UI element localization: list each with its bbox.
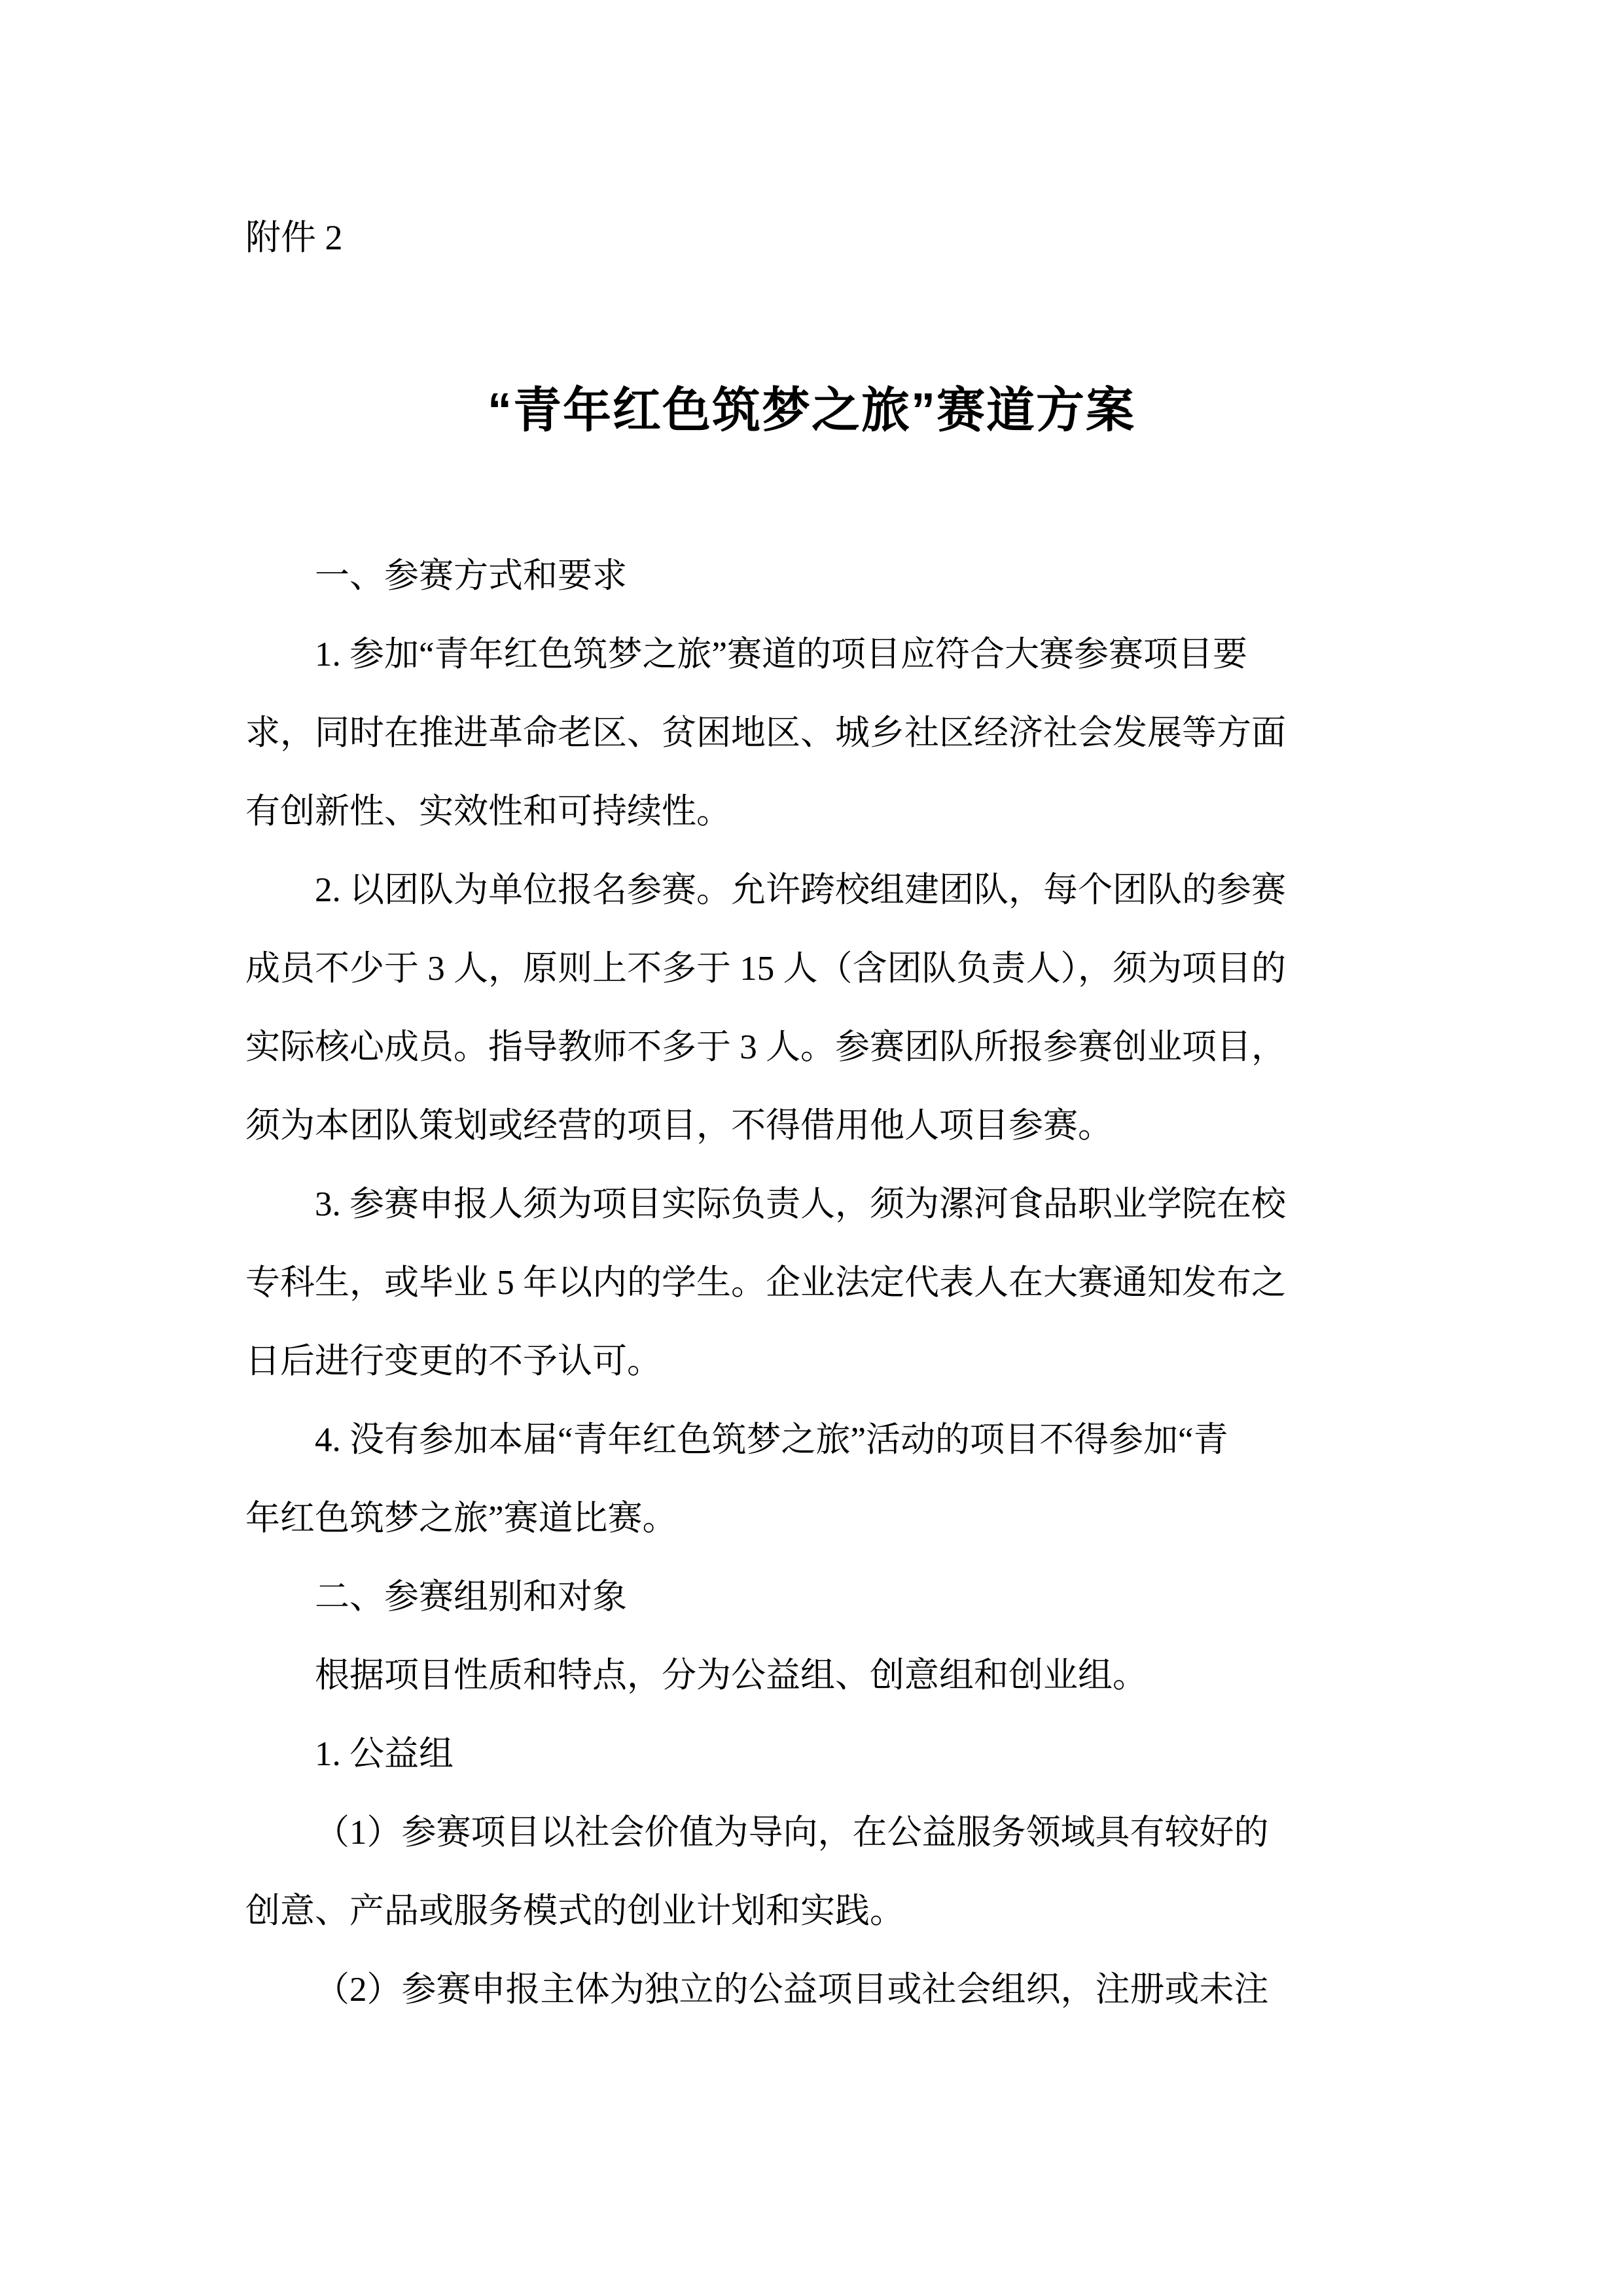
text-line-6: 成员不少于 3 人，原则上不多于 15 人（含团队负责人），须为项目的 [245,950,1286,988]
document-body [245,537,1378,2029]
text-line-8: 须为本团队策划或经营的项目，不得借用他人项目参赛。 [245,1107,1113,1145]
text-line-5: 2. 以团队为单位报名参赛。允许跨校组建团队，每个团队的参赛 [315,871,1286,909]
text-line-2: 1. 参加“青年红色筑梦之旅”赛道的项目应符合大赛参赛项目要 [315,636,1248,673]
text-line-19: （2）参赛申报主体为独立的公益项目或社会组织，注册或未注 [315,1971,1269,2009]
text-line-16: 1. 公益组 [315,1735,454,1773]
text-line-12: 4. 没有参加本届“青年红色筑梦之旅”活动的项目不得参加“青 [315,1421,1228,1459]
text-line-7: 实际核心成员。指导教师不多于 3 人。参赛团队所报参赛创业项目， [245,1028,1286,1066]
text-line-10: 专科生，或毕业 5 年以内的学生。企业法定代表人在大赛通知发布之 [245,1264,1286,1302]
text-line-14: 二、参赛组别和对象 [315,1578,627,1616]
text-line-9: 3. 参赛申报人须为项目实际负责人，须为漯河食品职业学院在校 [315,1185,1286,1223]
text-line-15: 根据项目性质和特点，分为公益组、创意组和创业组。 [315,1657,1147,1695]
text-line-18: 创意、产品或服务模式的创业计划和实践。 [245,1892,904,1930]
text-line-1: 一、参赛方式和要求 [315,557,627,595]
text-line-3: 求，同时在推进革命老区、贫困地区、城乡社区经济社会发展等方面 [245,714,1286,752]
text-line-13: 年红色筑梦之旅”赛道比赛。 [245,1499,677,1537]
text-line-4: 有创新性、实效性和可持续性。 [245,793,731,831]
document-title: “青年红色筑梦之旅”赛道方案 [488,383,1135,437]
attachment-label: 附件 2 [245,218,343,257]
text-line-11: 日后进行变更的不予认可。 [245,1342,662,1380]
text-line-17: （1）参赛项目以社会价值为导向，在公益服务领域具有较好的 [315,1814,1269,1852]
